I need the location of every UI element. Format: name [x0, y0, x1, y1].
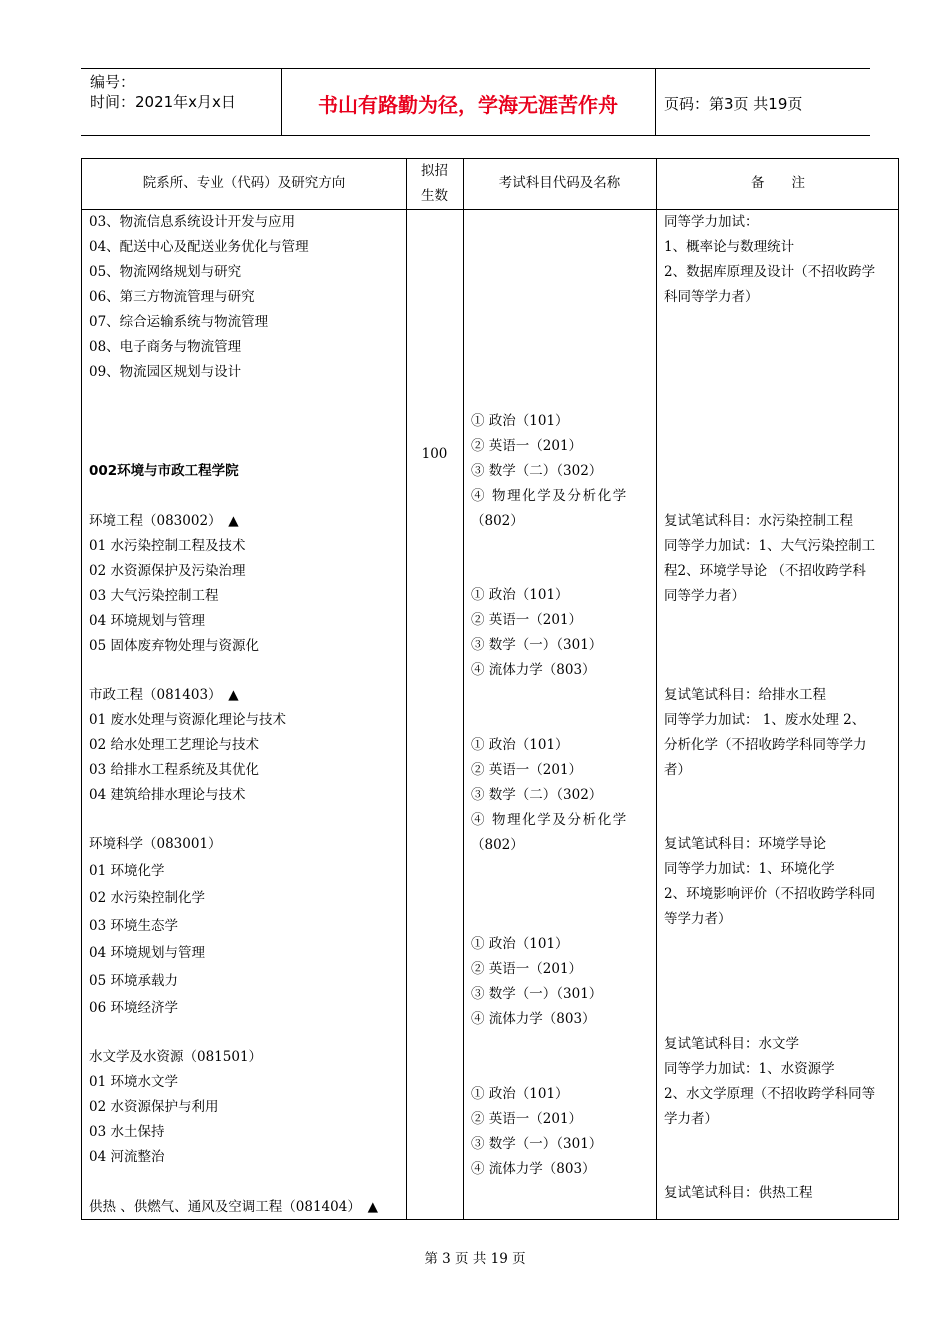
header-divider-left	[281, 68, 282, 136]
exam-subject: ③ 数学（二）（302）	[471, 463, 603, 479]
direction-item: 01 废水处理与资源化理论与技术	[89, 712, 286, 728]
remark-line: 复试笔试科目：水文学	[664, 1036, 799, 1052]
major-title: 水文学及水资源（081501）	[89, 1049, 263, 1065]
direction-item: 04 环境规划与管理	[89, 945, 205, 961]
header-exam-subjects: 考试科目代码及名称	[498, 175, 621, 191]
document-time-label: 时间：2021年x月x日	[90, 93, 236, 111]
enrollment-count: 100	[421, 446, 448, 462]
direction-item: 05 环境承载力	[89, 973, 178, 989]
remark-line: 程2、环境学导论 （不招收跨学科	[664, 563, 866, 579]
major-title: 市政工程（081403） ▲	[89, 687, 239, 703]
direction-item: 03、物流信息系统设计开发与应用	[89, 214, 296, 230]
remark-line: 同等学力加试：	[664, 214, 759, 230]
direction-item: 03 给排水工程系统及其优化	[89, 762, 259, 778]
document-number-label: 编号：	[90, 73, 136, 91]
exam-subject: ② 英语一（201）	[471, 762, 583, 778]
exam-subject: ① 政治（101）	[471, 936, 569, 952]
remark-line: 2、水文学原理（不招收跨学科同等	[664, 1086, 876, 1102]
direction-item: 06 环境经济学	[89, 1000, 178, 1016]
col-divider-3	[656, 159, 657, 1219]
exam-subject: ② 英语一（201）	[471, 961, 583, 977]
exam-subject: ① 政治（101）	[471, 587, 569, 603]
exam-subject: ① 政治（101）	[471, 737, 569, 753]
direction-item: 02 水污染控制化学	[89, 890, 205, 906]
direction-item: 02 水资源保护及污染治理	[89, 563, 246, 579]
exam-subject: ③ 数学（二）（302）	[471, 787, 603, 803]
remark-line: 学力者）	[664, 1111, 718, 1127]
header-remarks: 备 注	[751, 175, 805, 191]
direction-item: 04、配送中心及配送业务优化与管理	[89, 239, 309, 255]
header-motto: 书山有路勤为径，学海无涯苦作舟	[318, 93, 618, 117]
header-enrollment-line1: 拟招	[421, 163, 448, 179]
page-indicator: 页码：第3页 共19页	[664, 95, 803, 113]
remark-line: 等学力者）	[664, 911, 732, 927]
direction-item: 09、物流园区规划与设计	[89, 364, 242, 380]
remark-line: 复试笔试科目：环境学导论	[664, 836, 826, 852]
remark-line: 同等学力加试： 1、废水处理 2、	[664, 712, 866, 728]
footer-page-number: 第 3 页 共 19 页	[424, 1251, 526, 1267]
remark-line: 分析化学（不招收跨学科同等学力	[664, 737, 867, 753]
exam-subject: ④ 物理化学及分析化学	[471, 488, 628, 504]
direction-item: 04 河流整治	[89, 1149, 165, 1165]
col-divider-1	[406, 159, 407, 1219]
header-bottom-rule	[81, 135, 870, 136]
col-divider-2	[463, 159, 464, 1219]
remark-line: 复试笔试科目：供热工程	[664, 1185, 813, 1201]
remark-line: 复试笔试科目：给排水工程	[664, 687, 826, 703]
school-heading: 002环境与市政工程学院	[89, 463, 239, 479]
direction-item: 02 给水处理工艺理论与技术	[89, 737, 259, 753]
exam-subject: ④ 流体力学（803）	[471, 1011, 596, 1027]
header-divider-right	[655, 68, 656, 136]
header-top-rule	[81, 68, 870, 69]
direction-item: 01 环境水文学	[89, 1074, 178, 1090]
remark-line: 同等学力加试：1、环境化学	[664, 861, 835, 877]
remark-line: 2、数据库原理及设计（不招收跨学	[664, 264, 876, 280]
direction-item: 03 环境生态学	[89, 918, 178, 934]
major-title: 供热 、供燃气、通风及空调工程（081404） ▲	[89, 1199, 378, 1215]
direction-item: 04 环境规划与管理	[89, 613, 205, 629]
exam-subject: ② 英语一（201）	[471, 438, 583, 454]
major-title: 环境科学（083001）	[89, 836, 222, 852]
exam-subject: （802）	[471, 837, 524, 853]
remark-line: 科同等学力者）	[664, 289, 759, 305]
direction-item: 02 水资源保护与利用	[89, 1099, 219, 1115]
direction-item: 03 大气污染控制工程	[89, 588, 219, 604]
exam-subject: ③ 数学（一）（301）	[471, 637, 603, 653]
exam-subject: ① 政治（101）	[471, 1086, 569, 1102]
exam-subject: ③ 数学（一）（301）	[471, 986, 603, 1002]
remark-line: 1、概率论与数理统计	[664, 239, 795, 255]
direction-item: 01 环境化学	[89, 863, 165, 879]
direction-item: 05、物流网络规划与研究	[89, 264, 242, 280]
exam-subject: ② 英语一（201）	[471, 612, 583, 628]
exam-subject: ③ 数学（一）（301）	[471, 1136, 603, 1152]
exam-subject: ④ 物理化学及分析化学	[471, 812, 628, 828]
direction-item: 01 水污染控制工程及技术	[89, 538, 246, 554]
exam-subject: ① 政治（101）	[471, 413, 569, 429]
remark-line: 复试笔试科目：水污染控制工程	[664, 513, 853, 529]
direction-item: 05 固体废弃物处理与资源化	[89, 638, 259, 654]
direction-item: 08、电子商务与物流管理	[89, 339, 242, 355]
exam-subject: ④ 流体力学（803）	[471, 1161, 596, 1177]
exam-subject: （802）	[471, 513, 524, 529]
exam-subject: ② 英语一（201）	[471, 1111, 583, 1127]
remark-line: 2、环境影响评价（不招收跨学科同	[664, 886, 876, 902]
direction-item: 04 建筑给排水理论与技术	[89, 787, 246, 803]
header-department: 院系所、专业（代码）及研究方向	[142, 175, 346, 191]
exam-subject: ④ 流体力学（803）	[471, 662, 596, 678]
remark-line: 同等学力加试：1、水资源学	[664, 1061, 835, 1077]
remark-line: 者）	[664, 762, 691, 778]
remark-line: 同等学力加试：1、大气污染控制工	[664, 538, 876, 554]
direction-item: 06、第三方物流管理与研究	[89, 289, 255, 305]
direction-item: 03 水土保持	[89, 1124, 165, 1140]
remark-line: 同等学力者）	[664, 588, 745, 604]
header-enrollment-line2: 生数	[421, 188, 448, 204]
direction-item: 07、综合运输系统与物流管理	[89, 314, 269, 330]
major-title: 环境工程（083002） ▲	[89, 513, 239, 529]
